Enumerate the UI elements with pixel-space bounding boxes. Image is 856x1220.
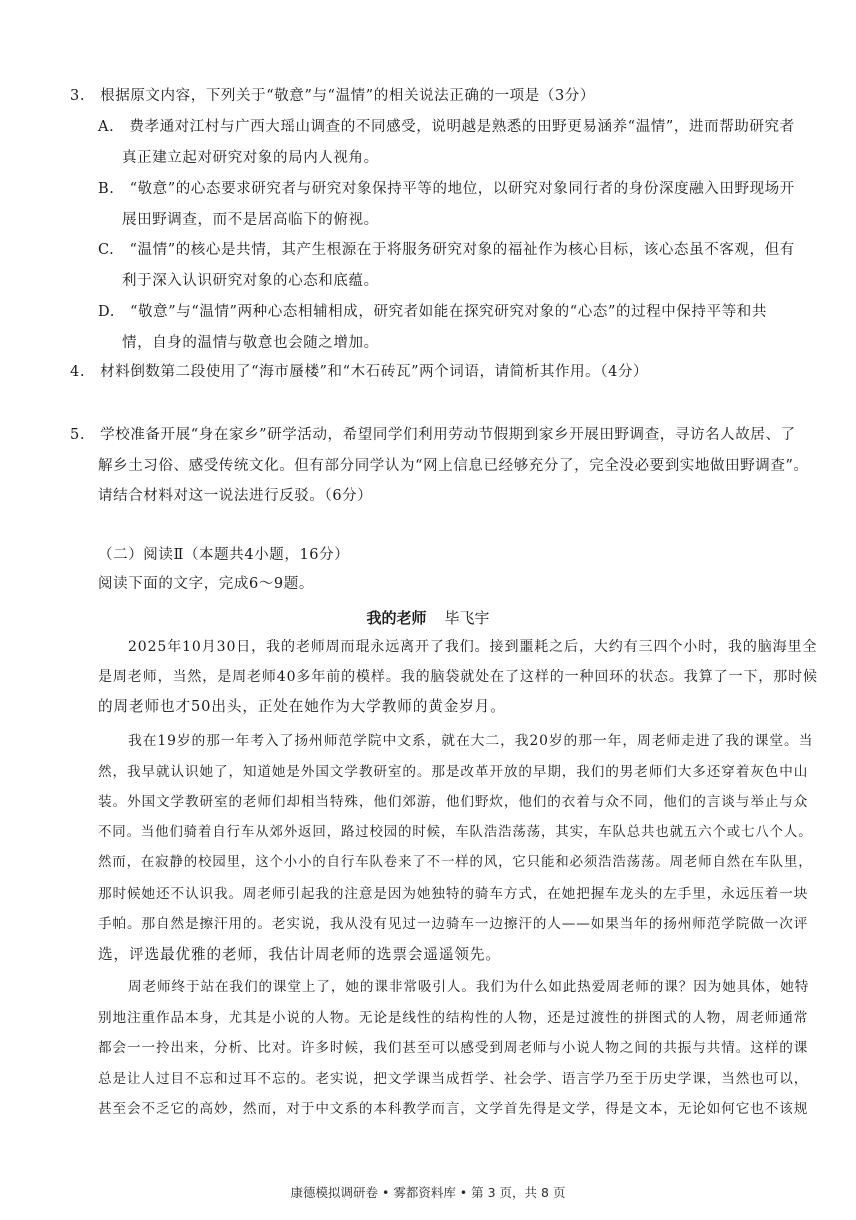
article-line: 手帕。那自然是擦汗用的。老实说，我从没有见过一边骑车一边擦汗的人——如果当年的扬州师范学院做一次评 bbox=[98, 916, 809, 932]
article-line: 总是让人过目不忘和过耳不忘的。老实说，把文学课当成哲学、社会学、语言学乃至于历史学课，当然也可以， bbox=[98, 1071, 809, 1087]
article-line: 都会一一拎出来，分析、比对。许多时候，我们甚至可以感受到周老师与小说人物之间的共振与共情。这样的课 bbox=[98, 1040, 809, 1056]
option-b-line-1: B. “敬意”的心态要求研究者与研究对象保持平等的地位，以研究对象同行者的身份深度融入田野现场开 bbox=[98, 181, 795, 197]
article-line: 是周老师，当然，是周老师40多年前的模样。我的脑袋就处在了这样的一种回环的状态。我算了一下，那时候 bbox=[98, 669, 818, 685]
option-d-line-2: 情，自身的温情与敬意也会随之增加。 bbox=[122, 335, 379, 351]
article-line: 2025年10月30日，我的老师周而琨永远离开了我们。接到噩耗之后，大约有三四个小时，我的脑海里全 bbox=[128, 639, 818, 655]
option-d-line-1: D. “敬意”与“温情”两种心态相辅相成，研究者如能在探究研究对象的“心态”的过程中保持平等和共 bbox=[98, 304, 767, 320]
article-line: 别地注重作品本身，尤其是小说的人物。无论是线性的结构性的人物，还是过渡性的拼图式的人物，周老师通常 bbox=[98, 1010, 809, 1026]
option-a-line-2: 真正建立起对研究对象的局内人视角。 bbox=[122, 150, 379, 166]
page-footer: 康德模拟调研卷 • 雾都资料库 • 第 3 页，共 8 页 bbox=[290, 1185, 566, 1200]
article-line: 选，评选最优雅的老师，我估计周老师的选票会遥遥领先。 bbox=[98, 946, 501, 963]
section-heading: （二）阅读Ⅱ（本题共4小题，16分） bbox=[98, 547, 350, 563]
question-5-line-1: 5. 学校准备开展“身在家乡”研学活动，希望同学们利用劳动节假期到家乡开展田野调查，寻访名人故居、了 bbox=[70, 427, 796, 443]
article-line: 我在19岁的那一年考入了扬州师范学院中文系，就在大二，我20岁的那一年，周老师走进了我的课堂。当 bbox=[128, 733, 814, 749]
article-line: 装。外国文学教研室的老师们却相当特殊，他们郊游，他们野炊，他们的衣着与众不同，他们的言谈与举止与众 bbox=[98, 794, 809, 810]
article-line: 然而，在寂静的校园里，这个小小的自行车队卷来了不一样的风，它只能和必须浩浩荡荡。周老师自然在车队里， bbox=[98, 855, 813, 870]
article-line: 周老师终于站在我们的课堂上了，她的课非常吸引人。我们为什么如此热爱周老师的课？因为她具体，她特 bbox=[128, 979, 810, 995]
option-c-line-2: 利于深入认识研究对象的心态和底蕴。 bbox=[122, 273, 379, 289]
section-instruction: 阅读下面的文字，完成6～9题。 bbox=[98, 576, 314, 592]
option-c-line-1: C. “温情”的核心是共情，其产生根源在于将服务研究对象的福祉作为核心目标，该心态虽不客观，但有 bbox=[98, 242, 795, 258]
article-line: 的周老师也才50出头，正处在她作为大学教师的黄金岁月。 bbox=[98, 698, 506, 715]
article-line: 甚至会不乏它的高妙，然而，对于中文系的本科教学而言，文学首先得是文学，得是文本，无论如何它也不该规 bbox=[98, 1101, 809, 1117]
article-title: 我的老师 bbox=[366, 609, 427, 627]
article-line: 不同。当他们骑着自行车从郊外返回，路过校园的时候，车队浩浩荡荡，其实，车队总共也就五六个或七八个人。 bbox=[98, 825, 813, 840]
option-a-line-1: A. 费孝通对江村与广西大瑶山调查的不同感受，说明越是熟悉的田野更易涵养“温情”，进而帮助研究者 bbox=[98, 119, 795, 135]
question-5-line-3: 请结合材料对这一说法进行反驳。（6分） bbox=[98, 488, 373, 504]
article-title-block bbox=[0, 607, 856, 629]
question-5-line-2: 解乡土习俗、感受传统文化。但有部分同学认为“网上信息已经够充分了，完全没必要到实地做田野调查”。 bbox=[98, 458, 809, 474]
question-4: 4. 材料倒数第二段使用了“海市蜃楼”和“木石砖瓦”两个词语，请简析其作用。（4分） bbox=[70, 364, 649, 380]
article-author: 毕飞宇 bbox=[444, 609, 490, 627]
article-line: 那时候她还不认识我。周老师引起我的注意是因为她独特的骑车方式，在她把握车龙头的左手里，永远压着一块 bbox=[98, 886, 809, 902]
option-b-line-2: 展田野调查，而不是居高临下的俯视。 bbox=[122, 212, 379, 228]
question-3-stem: 3. 根据原文内容，下列关于“敬意”与“温情”的相关说法正确的一项是（3分） bbox=[70, 88, 596, 104]
article-line: 然，我早就认识她了，知道她是外国文学教研室的。那是改革开放的早期，我们的男老师们大多还穿着灰色中山 bbox=[98, 764, 809, 780]
